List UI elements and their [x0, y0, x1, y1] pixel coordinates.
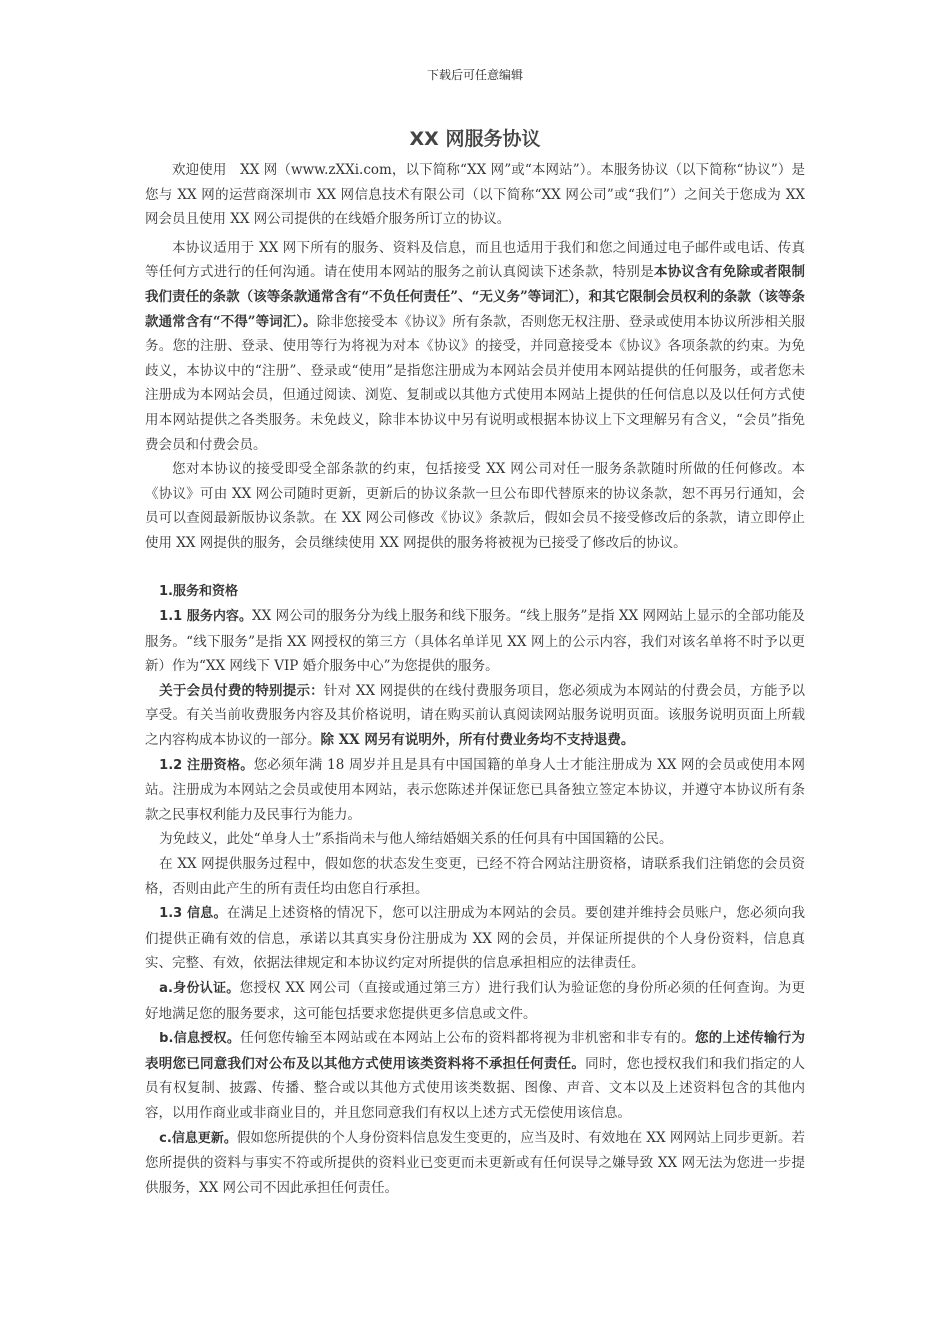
fee-notice-heading: 关于会员付费的特别提示： — [159, 682, 324, 699]
status-change: 在 XX 网提供服务过程中，假如您的状态发生变更，已经不符合网站注册资格，请联系我们注销您的会员资格，否则由此产生的所有责任均由您自行承担。 — [145, 856, 805, 897]
clause-b-bold: 您的上述传输行为表明您已同意我们对公布及以其他方式使用该类资料将不承担任何责任。 — [145, 1030, 806, 1072]
scope-text-1: 本协议适用于 XX 网下所有的服务、资料及信息，而且也适用于我们和您之间通过电子邮件或电话、传真等任何方式进行的任何沟通。请在使用本网站的服务之前认真阅读下述条款，特别是 — [145, 239, 805, 281]
document-title: XX 网服务协议 — [409, 128, 541, 150]
scope-bold-clause: 本协议含有免除或者限制我们责任的条款（该等条款通常含有“不负任何责任”、“无义务”等词汇），和其它限制会员权利的条款（该等条款通常含有“不得”等词汇）。 — [145, 264, 806, 330]
clause-1-2-heading: 1.2 注册资格。 — [159, 757, 254, 773]
clause-1-1-text: XX 网公司的服务分为线上服务和线下服务。“线上服务”是指 XX 网网站上显示的全部功能及服务。“线下服务”是指 XX 网授权的第三方（具体名单详见 XX 网上的公示内容，我们对该名单将不时予以更新）作为“XX 网线下 VIP 婚介服务中心”为您提供的服务。 — [145, 608, 805, 675]
scope-text-2: 除非您接受本《协议》所有条款，否则您无权注册、登录或使用本协议所涉相关服务。您的注册、登录、使用等行为将视为对本《协议》的接受，并同意接受本《协议》各项条款的约束。为免歧义，本协议中的“注册”、登录或“使用”是指您注册成为本网站会员并使用本网站提供的任何服务，或者您未注册成为本网站会员，但通过阅读、浏览、复制或以其他方式使用本网站上提供的任何信息以及以任何方式使用本网站提供之各类服务。未免歧义，除非本协议中另有说明或根据本协议上下文理解另有含义，“会员”指免费会员和付费会员。 — [145, 313, 806, 453]
clause-1-2 — [145, 753, 805, 828]
clause-a-heading: a.身份认证。 — [159, 981, 240, 996]
clause-1-1 — [145, 604, 805, 679]
intro-paragraph: 欢迎使用 XX 网（www.zXXi.com，以下简称“XX 网”或“本网站”）。本服务协议（以下简称“协议”）是您与 XX 网的运营商深圳市 XX 网信息技术有限公司（以下简称“XX 网公司”或“我们”）之间关于您成为 XX 网会员且使用 XX 网公司提供的在线婚介服务所订立的协议。 — [145, 162, 805, 228]
scope-paragraph — [145, 236, 805, 457]
fee-notice-text: 针对 XX 网提供的在线付费服务项目，您必须成为本网站的付费会员，方能予以享受。有关当前收费服务内容及其价格说明，请在购买前认真阅读网站服务说明页面。该服务说明页面上所载之内容构成本协议的一部分。 — [145, 682, 805, 749]
clause-1-2-text: 您必须年满 18 周岁并且是具有中国国籍的单身人士才能注册成为 XX 网的会员或使用本网站。注册成为本网站之会员或使用本网站，表示您陈述并保证您已具备独立签定本协议，并遵守本协议所有条款之民事权利能力及民事行为能力。 — [145, 756, 805, 823]
clause-b-text-1: 任何您传输至本网站或在本网站上公布的资料都将视为非机密和非专有的。 — [240, 1030, 696, 1047]
clause-1-3 — [145, 901, 805, 976]
page-header: 下载后可任意编辑 — [426, 68, 523, 82]
fee-notice-bold: 除 XX 网另有说明外，所有付费业务均不支持退费。 — [320, 732, 635, 749]
clause-b-heading: b.信息授权。 — [159, 1031, 241, 1047]
clause-c-heading: c.信息更新。 — [159, 1130, 237, 1146]
clause-c — [145, 1126, 805, 1201]
clause-b — [145, 1026, 805, 1125]
clause-b-text-2: 同时，您也授权我们和我们指定的人员有权复制、披露、传播、整合或以其他方式使用该类数据、图像、声音、文本以及上述资料包含的其他内容，以用作商业或非商业目的，并且您同意我们有权以上述方式无偿使用该信息。 — [145, 1055, 806, 1121]
document-body — [145, 158, 805, 1200]
clause-c-text: 假如您所提供的个人身份资料信息发生变更的，应当及时、有效地在 XX 网网站上同步更新。若您所提供的资料与事实不符或所提供的资料业已变更而未更新或有任何误导之嫌导致 XX 网无法为您进一步提供服务，XX 网公司不因此承担任何责任。 — [145, 1129, 805, 1196]
clause-1-1-heading: 1.1 服务内容。 — [159, 609, 253, 625]
acceptance-paragraph: 您对本协议的接受即受全部条款的约束，包括接受 XX 网公司对任一服务条款随时所做的任何修改。本《协议》可由 XX 网公司随时更新，更新后的协议条款一旦公布即代替原来的协议条款，恕不再另行通知，会员可以查阅最新版协议条款。在 XX 网公司修改《协议》条款后，假如会员不接受修改后的条款，请立即停止使用 XX 网提供的服务，会员继续使用 XX 网提供的服务将被视为已接受了修改后的协议。 — [145, 461, 805, 551]
clause-1-3-text: 在满足上述资格的情况下，您可以注册成为本网站的会员。要创建并维持会员账户，您必须向我们提供正确有效的信息，承诺以其真实身份注册成为 XX 网的会员，并保证所提供的个人身份资料，信息真实、完整、有效，依据法律规定和本协议约定对所提供的信息承担相应的法律责任。 — [145, 905, 806, 972]
fee-notice — [145, 679, 805, 753]
clause-a — [145, 976, 805, 1026]
clause-a-text: 您授权 XX 网公司（直接或通过第三方）进行我们认为验证您的身份所必须的任何查询。为更好地满足您的服务要求，这可能包括要求您提供更多信息或文件。 — [145, 980, 805, 1022]
section-heading: 1.服务和资格 — [159, 583, 238, 599]
single-definition: 为免歧义，此处“单身人士”系指尚未与他人缔结婚姻关系的任何具有中国国籍的公民。 — [159, 831, 673, 848]
clause-1-3-heading: 1.3 信息。 — [159, 906, 227, 922]
